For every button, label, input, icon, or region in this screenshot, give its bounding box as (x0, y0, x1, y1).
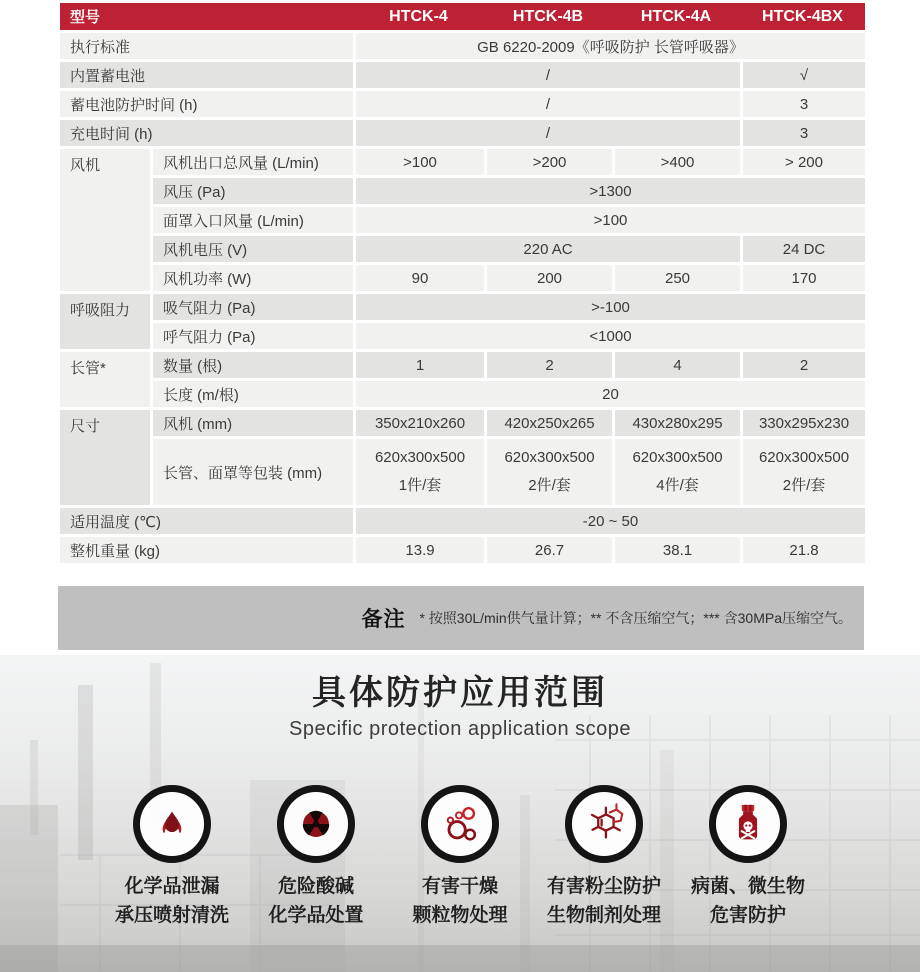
item-label-line2: 化学品处置 (268, 904, 364, 926)
spec-value: >400 (615, 149, 740, 175)
spec-value: 220 AC (356, 236, 740, 262)
scope-item-chemical-leak (102, 785, 242, 930)
spec-value: -20 ~ 50 (356, 508, 865, 534)
spec-value: >100 (356, 207, 865, 233)
spec-value: 38.1 (615, 537, 740, 563)
spec-value: / (356, 120, 740, 146)
item-label-line2: 承压喷射清洗 (114, 904, 229, 926)
spec-label: 蓄电池防护时间 (h) (60, 91, 353, 117)
col-header-htck-4: HTCK-4 (389, 7, 448, 25)
item-label-line1: 病菌、微生物 (690, 876, 805, 897)
spec-label: 吸气阻力 (Pa) (153, 294, 353, 320)
spec-value: / (356, 62, 740, 88)
pack-count: 2件/套 (782, 477, 826, 494)
spec-label: 风压 (Pa) (153, 178, 353, 204)
spec-label: 呼气阻力 (Pa) (153, 323, 353, 349)
spec-value: 420x250x265 (487, 410, 612, 436)
spec-value: 2 (743, 352, 865, 378)
col-header-htck-4a: HTCK-4A (640, 7, 712, 25)
item-label-line2: 颗粒物处理 (412, 904, 508, 926)
col-header-model: 型号 (70, 9, 101, 26)
spec-label: 风机功率 (W) (153, 265, 353, 291)
item-label-line1: 有害干燥 (421, 876, 498, 897)
spec-value: 250 (615, 265, 740, 291)
col-header-htck-4bx: HTCK-4BX (762, 7, 843, 25)
spec-value: 1 (356, 352, 484, 378)
spec-label: 长管、面罩等包装 (mm) (153, 439, 353, 505)
spec-value (615, 439, 740, 505)
protection-scope-section (0, 655, 920, 972)
pack-dim: 620x300x500 (374, 449, 466, 467)
item-label-line2: 生物制剂处理 (546, 904, 661, 926)
spec-label: 风机电压 (V) (153, 236, 353, 262)
spec-value: 90 (356, 265, 484, 291)
pack-dim: 620x300x500 (632, 449, 723, 467)
spec-value: 350x210x260 (356, 410, 484, 436)
spec-value (743, 439, 865, 505)
spec-value: 24 DC (743, 236, 865, 262)
poison-bottle-icon (709, 785, 787, 863)
spec-value: >100 (356, 149, 484, 175)
spec-value: 4 (615, 352, 740, 378)
scope-item-dry-particles (390, 785, 530, 930)
molecule-icon (565, 785, 643, 863)
radiation-icon (277, 785, 355, 863)
item-label-line2: 危害防护 (709, 904, 786, 926)
spec-label: 充电时间 (h) (60, 120, 353, 146)
note-band (58, 586, 864, 650)
pack-count: 2件/套 (528, 477, 571, 494)
spec-value: 170 (743, 265, 865, 291)
pack-count: 4件/套 (656, 477, 699, 494)
spec-value: GB 6220-2009《呼吸防护 长管呼吸器》 (356, 33, 865, 59)
scope-items (0, 785, 920, 930)
spec-value: 13.9 (356, 537, 484, 563)
spec-label: 整机重量 (kg) (60, 537, 353, 563)
group-label-breath: 呼吸阻力 (60, 294, 150, 349)
pack-count: 1件/套 (398, 477, 442, 494)
spec-label: 长度 (m/根) (153, 381, 353, 407)
spec-value: 26.7 (487, 537, 612, 563)
spec-value: 3 (743, 120, 865, 146)
spec-value: >-100 (356, 294, 865, 320)
spec-value: 3 (743, 91, 865, 117)
note-label: 备注 (361, 608, 406, 631)
item-label-line1: 危险酸碱 (277, 876, 354, 897)
spec-label: 执行标准 (60, 33, 353, 59)
item-label-line1: 有害粉尘防护 (546, 876, 661, 897)
spec-value: 430x280x295 (615, 410, 740, 436)
spec-value: 330x295x230 (743, 410, 865, 436)
spec-label: 风机出口总风量 (L/min) (153, 149, 353, 175)
spec-value: >1300 (356, 178, 865, 204)
scope-item-germs (678, 785, 818, 930)
spec-label: 内置蓄电池 (60, 62, 353, 88)
group-label-tube: 长管* (60, 352, 150, 407)
spec-value: 20 (356, 381, 865, 407)
spec-value (356, 439, 484, 505)
spec-value (487, 439, 612, 505)
spec-label: 数量 (根) (153, 352, 353, 378)
col-header-htck-4b: HTCK-4B (512, 7, 584, 25)
scope-item-acid-alkali (246, 785, 386, 930)
pack-dim: 620x300x500 (758, 449, 850, 467)
bubbles-icon (421, 785, 499, 863)
group-label-size: 尺寸 (60, 410, 150, 505)
item-label-line1: 化学品泄漏 (124, 876, 220, 897)
spec-table (60, 3, 865, 563)
spec-value: 200 (487, 265, 612, 291)
spec-value: <1000 (356, 323, 865, 349)
flame-icon (133, 785, 211, 863)
spec-value: √ (743, 62, 865, 88)
scope-subtitle: Specific protection application scope (288, 718, 632, 740)
spec-value: >200 (487, 149, 612, 175)
group-label-fan: 风机 (60, 149, 150, 291)
pack-dim: 620x300x500 (504, 449, 595, 467)
table-header-row (60, 3, 865, 30)
table-body (60, 33, 865, 563)
scope-title: 具体防护应用范围 (312, 674, 608, 712)
spec-value: 2 (487, 352, 612, 378)
spec-value: > 200 (743, 149, 865, 175)
spec-value: 21.8 (743, 537, 865, 563)
note-text: * 按照30L/min供气量计算；** 不含压缩空气；*** 含30MPa压缩空气。 (419, 610, 852, 626)
spec-label: 风机 (mm) (153, 410, 353, 436)
spec-label: 适用温度 (℃) (60, 508, 353, 534)
scope-content (0, 655, 920, 930)
spec-value: / (356, 91, 740, 117)
scope-item-dust-protection (534, 785, 674, 930)
spec-label: 面罩入口风量 (L/min) (153, 207, 353, 233)
